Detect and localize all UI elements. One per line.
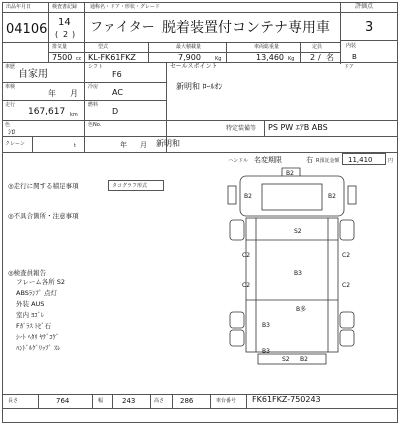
month-value: 2 xyxy=(63,30,69,39)
month-open: ( xyxy=(55,30,59,39)
sales-points-label: セールスポイント xyxy=(170,63,218,70)
use-value: 自家用 xyxy=(18,69,48,80)
damage-c2-right-2: C2 xyxy=(342,282,351,289)
damage-b3-mid: B3 xyxy=(262,322,270,329)
max-load-unit: Kg xyxy=(215,56,222,62)
inspector-item: Fｶﾞﾗｽ ﾄﾋﾞ石 xyxy=(16,322,52,330)
frame-number: FK61FKZ-750243 xyxy=(252,395,321,404)
fuel-label: 燃料 xyxy=(88,102,99,108)
color-number-label: 色No. xyxy=(88,122,102,128)
gross-weight-value: 13,460 xyxy=(256,53,284,62)
displacement-label: 排気量 xyxy=(52,44,68,50)
score-value: 3 xyxy=(365,20,374,35)
grid-line xyxy=(92,394,93,408)
wheel-rear-right-2 xyxy=(340,330,354,346)
mirror-left xyxy=(228,186,236,204)
damage-c2-left-1: C2 xyxy=(242,252,251,259)
wheel-front-left xyxy=(230,220,244,240)
inspection-label: 車検 xyxy=(5,84,16,90)
damage-s2: S2 xyxy=(294,228,302,235)
grade-caption: 通称名・ドア・形状・グレード xyxy=(90,4,160,10)
inspector-item: 室内 ﾖｺﾞﾚ xyxy=(16,311,45,319)
sales-points: 新明和 ﾛｰﾙｵﾝ xyxy=(176,82,223,91)
wheel-front-right xyxy=(340,220,354,240)
length-label: 長さ xyxy=(8,398,19,404)
capacity-separator: / xyxy=(318,53,321,62)
inspector-item: ｼｰﾄ ﾍﾀﾘ ﾔｹﾞｺｹﾞ xyxy=(16,333,60,341)
score-label: 評価点 xyxy=(355,3,374,10)
damage-c2-right-1: C2 xyxy=(342,252,351,259)
inspector-item: ﾊﾝﾄﾞﾙｸﾞﾘｯﾌﾟ ｽﾚ xyxy=(16,344,61,352)
wheel-rear-left-2 xyxy=(230,330,244,346)
handle-right: 右 xyxy=(306,156,313,164)
sheet-label: 検査書記録 xyxy=(52,4,78,10)
model-name: ファイター xyxy=(90,20,155,35)
inspection-year-unit: 年 xyxy=(48,89,56,98)
windshield xyxy=(262,184,322,210)
max-load-label: 最大積載量 xyxy=(176,44,202,50)
use-label: 車歴 xyxy=(5,64,16,70)
height-label: 高さ xyxy=(154,398,165,404)
max-load-value: 7,900 xyxy=(178,53,201,62)
shift-label: シフト xyxy=(88,64,104,70)
model-label: 型式 xyxy=(98,44,109,50)
grid-line xyxy=(150,394,151,408)
crane-month-unit: 月 xyxy=(140,141,147,149)
month-close: ) xyxy=(72,30,76,39)
doors-label: ドア xyxy=(344,64,354,70)
damage-b2-bottom: B2 xyxy=(300,356,308,363)
cargo-body xyxy=(246,218,338,352)
capacity-label: 定員 xyxy=(312,44,323,50)
capacity-unit: 名 xyxy=(326,53,334,62)
tacho-label: タコグラフ形式 xyxy=(112,183,148,189)
recycle-amount: 11,410 xyxy=(348,156,373,164)
damage-s-bottom: S2 xyxy=(282,356,290,363)
grid-line xyxy=(246,394,247,408)
crane-label: クレーン xyxy=(5,141,25,147)
driving-notes-title: ◎走行に関する積足事項 xyxy=(8,182,79,190)
mileage-label: 走行 xyxy=(5,102,16,108)
grid-line xyxy=(112,394,113,408)
year-label: 出品年月日 xyxy=(6,4,32,10)
wheel-rear-left-1 xyxy=(230,312,244,328)
fuel-value: D xyxy=(112,107,119,116)
ac-value: AC xyxy=(112,88,123,97)
color-label: 色 xyxy=(5,122,11,128)
height-value: 286 xyxy=(180,397,194,405)
width-label: 幅 xyxy=(98,398,104,404)
damage-b3-center: B3 xyxy=(294,270,302,277)
interior-label: 内装 xyxy=(346,43,357,49)
capacity-value: 2 xyxy=(310,53,316,62)
mileage-unit: km xyxy=(70,112,78,118)
title-deadline-label: 名変期限 xyxy=(254,156,282,164)
shift-value: F6 xyxy=(112,70,122,79)
damage-b2-top: B2 xyxy=(286,170,294,177)
grid-line xyxy=(2,394,398,395)
length-value: 764 xyxy=(56,397,70,405)
interior-score: B xyxy=(352,53,357,61)
inspector-item: ABSﾗﾝﾌﾟ 点灯 xyxy=(16,289,57,297)
gross-weight-label: 車両総重量 xyxy=(254,44,280,50)
crane-unit-t: t xyxy=(74,143,76,149)
equipment-label: 特定装備等 xyxy=(226,125,257,132)
damage-b2-left: B2 xyxy=(244,193,252,200)
body-description: 脱着装置付コンテナ専用車 xyxy=(162,20,330,36)
crane-year-unit: 年 xyxy=(120,141,127,149)
recycle-label: R預託金額 xyxy=(316,158,340,164)
equipment-value: PS PW ｴｱB ABS xyxy=(268,123,328,132)
inspection-month-unit: 月 xyxy=(70,89,78,98)
era-year: 14 xyxy=(58,17,71,28)
recycle-unit: 円 xyxy=(388,158,394,164)
model-code: KL-FK61FKZ xyxy=(88,53,136,62)
damage-b2-right: B2 xyxy=(328,193,336,200)
damage-b-multiple: B多 xyxy=(296,306,307,313)
grid-line xyxy=(2,408,398,409)
width-value: 243 xyxy=(122,397,136,405)
color-value: ｼﾛ xyxy=(8,128,15,136)
displacement-value: 7500 xyxy=(52,53,73,62)
mirror-right xyxy=(348,186,356,204)
inspector-title: ◎検査員報告 xyxy=(8,269,47,277)
mileage-value: 167,617 xyxy=(28,107,66,117)
displacement-unit: cc xyxy=(76,56,82,62)
inspector-item: フレーム各所 S2 xyxy=(16,278,66,286)
handle-label: ハンドル xyxy=(228,158,249,164)
grid-line xyxy=(172,394,173,408)
frame-number-label: 車台番号 xyxy=(216,398,237,404)
gross-weight-unit: Kg xyxy=(288,56,295,62)
rear-bumper xyxy=(258,354,326,364)
damage-c2-left-2: C2 xyxy=(242,282,251,289)
ac-label: 冷房 xyxy=(88,84,99,90)
wheel-rear-right-1 xyxy=(340,312,354,328)
faults-title: ◎不具合箇所・注意事項 xyxy=(8,212,79,220)
lot-number: 04106 xyxy=(6,22,48,37)
crane-maker: 新明和 xyxy=(156,139,180,148)
grid-line xyxy=(38,394,39,408)
damage-b3-bottom: B3 xyxy=(262,348,270,355)
inspector-item: 外装 AUS xyxy=(16,300,45,308)
grid-line xyxy=(210,394,211,408)
